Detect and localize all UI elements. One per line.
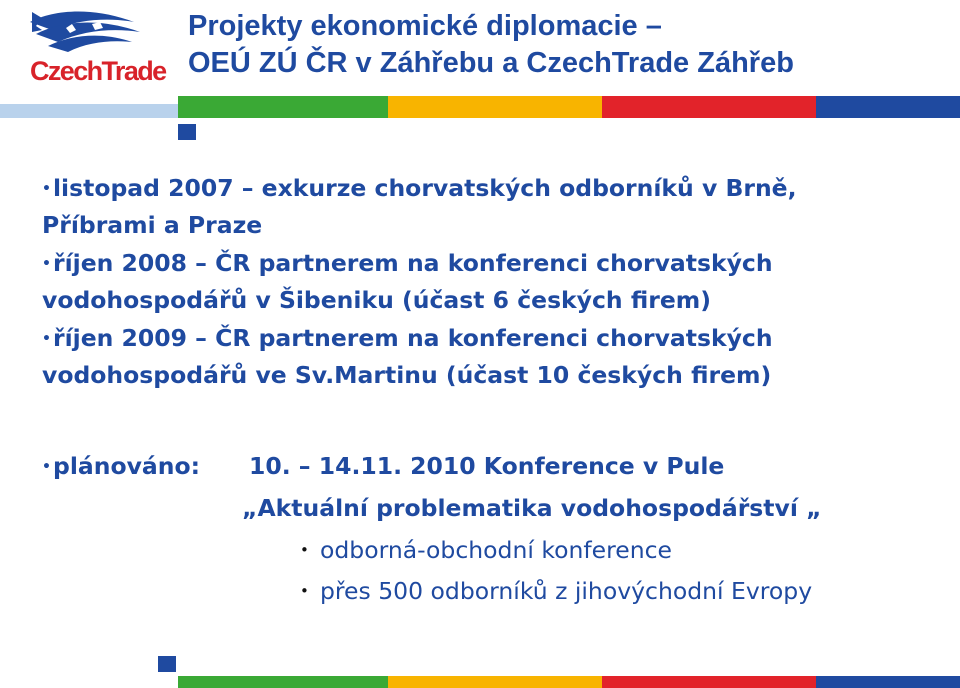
band-green-segment	[178, 96, 388, 118]
title-line-1: Projekty ekonomické diplomacie –	[188, 10, 662, 42]
list-item	[300, 571, 812, 612]
decor-square-bottom	[158, 656, 176, 672]
top-color-band	[0, 96, 960, 118]
item-line-2: vodohospodářů v Šibeniku (účast 6 českých firem)	[42, 286, 712, 314]
planned-row	[42, 448, 942, 485]
bullet-icon: •	[42, 459, 51, 475]
list-item	[42, 320, 942, 393]
planned-label: plánováno:	[53, 452, 201, 480]
logo-text: CzechTrade	[30, 56, 166, 86]
globe-icon	[22, 8, 162, 60]
item-line-1: říjen 2009 – ČR partnerem na konferenci chorvatských	[53, 324, 773, 352]
main-list	[42, 170, 942, 393]
decor-square-top	[178, 124, 196, 140]
band-red-segment	[602, 676, 816, 688]
item-line-2: Příbrami a Praze	[42, 211, 263, 239]
band-blue-segment	[816, 676, 960, 688]
list-item	[42, 245, 942, 318]
item-line-2: vodohospodářů ve Sv.Martinu (účast 10 českých firem)	[42, 361, 772, 389]
band-red-segment	[602, 96, 816, 118]
planned-points	[300, 530, 812, 612]
list-item	[300, 530, 812, 571]
band-green-segment	[178, 676, 388, 688]
point-text: odborná-obchodní konference	[320, 536, 672, 564]
band-yellow-segment	[388, 96, 602, 118]
point-text: přes 500 odborníků z jihovýchodní Evropy	[320, 577, 813, 605]
bullet-icon: •	[42, 181, 51, 197]
bullet-icon: •	[300, 582, 309, 600]
bottom-color-band	[0, 676, 960, 688]
band-lightblue-fill	[0, 104, 178, 118]
band-lightblue-segment	[0, 96, 178, 118]
band-blue-segment	[816, 96, 960, 118]
planned-text: 10. – 14.11. 2010 Konference v Pule	[249, 452, 725, 480]
czechtrade-logo	[22, 8, 166, 86]
page-title	[188, 8, 948, 82]
item-line-1: říjen 2008 – ČR partnerem na konferenci chorvatských	[53, 249, 773, 277]
bullet-icon: •	[300, 541, 309, 559]
planned-subtitle: „Aktuální problematika vodohospodářství „	[242, 494, 822, 522]
title-line-2: OEÚ ZÚ ČR v Záhřebu a CzechTrade Záhřeb	[188, 47, 794, 79]
bullet-icon: •	[42, 256, 51, 272]
item-line-1: listopad 2007 – exkurze chorvatských odborníků v Brně,	[53, 174, 797, 202]
band-yellow-segment	[388, 676, 602, 688]
bullet-icon: •	[42, 331, 51, 347]
list-item	[42, 170, 942, 243]
